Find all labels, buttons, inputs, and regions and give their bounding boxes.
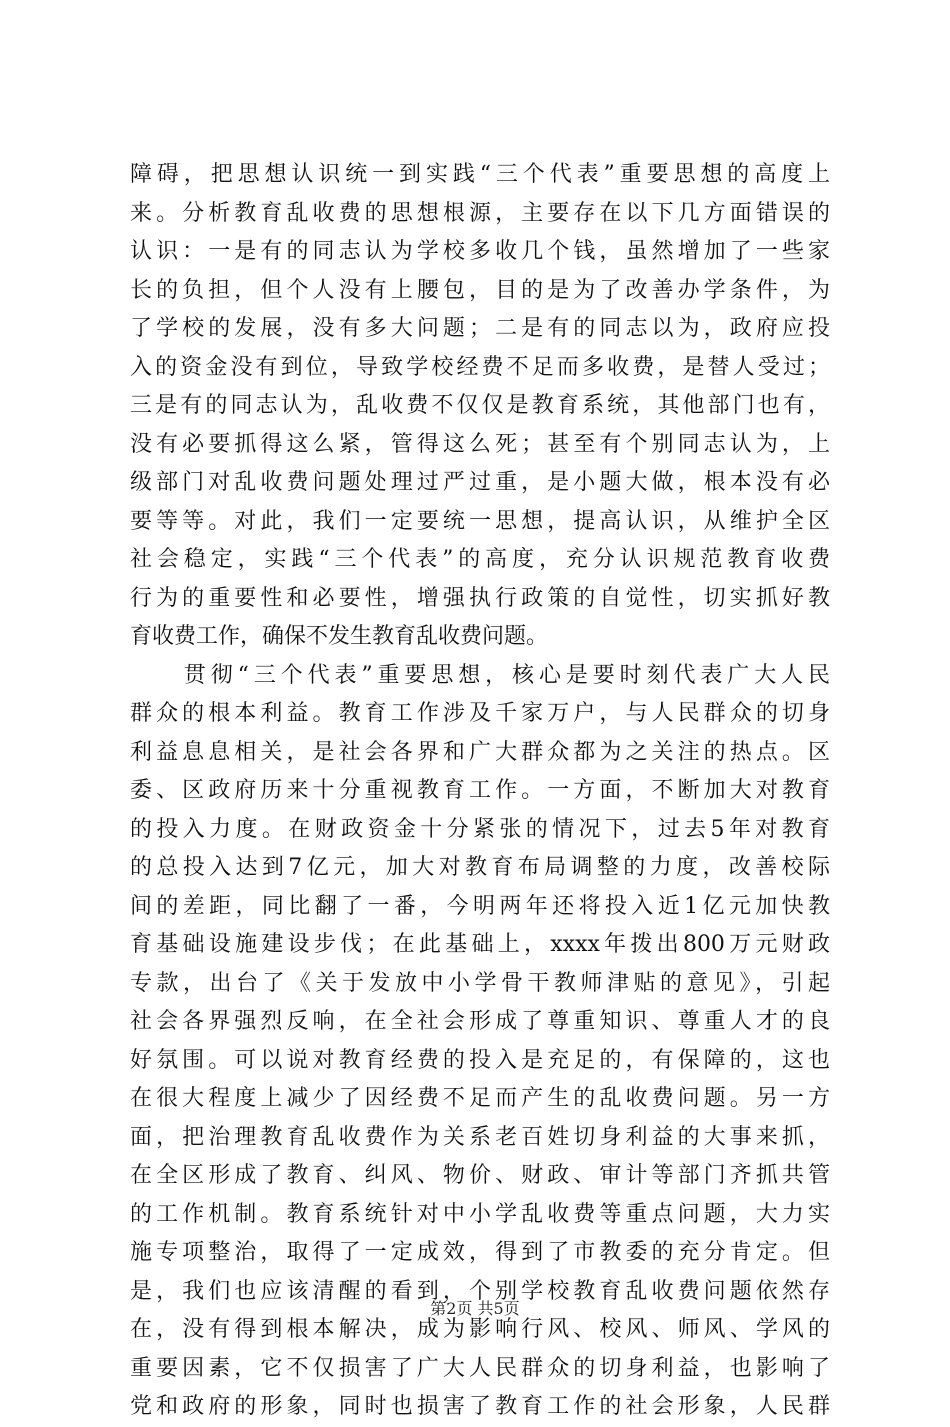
text-line: 在很大程度上减少了因经费不足而产生的乱收费问题。另一方 bbox=[130, 1086, 830, 1111]
text-line: 群众的根本利益。教育工作涉及千家万户，与人民群众的切身 bbox=[130, 701, 830, 726]
text-line: 三是有的同志认为，乱收费不仅仅是教育系统，其他部门也有， bbox=[130, 393, 830, 418]
text-line: 育基础设施建设步伐；在此基础上，xxxx年拨出800万元财政 bbox=[130, 932, 830, 957]
text-line: 在全区形成了教育、纠风、物价、财政、审计等部门齐抓共管 bbox=[130, 1163, 830, 1188]
text-line: 社会各界强烈反响，在全社会形成了尊重知识、尊重人才的良 bbox=[130, 1009, 830, 1034]
page-footer bbox=[0, 1296, 950, 1319]
text-line: 的投入力度。在财政资金十分紧张的情况下，过去5年对教育 bbox=[130, 816, 830, 842]
text-line: 重要因素，它不仅损害了广大人民群众的切身利益，也影响了 bbox=[130, 1355, 830, 1381]
text-line: 利益息息相关，是社会各界和广大群众都为之关注的热点。区 bbox=[130, 739, 830, 765]
text-line: 施专项整治，取得了一定成效，得到了市教委的充分肯定。但 bbox=[130, 1240, 830, 1265]
text-line: 好氛围。可以说对教育经费的投入是充足的，有保障的，这也 bbox=[130, 1047, 830, 1073]
text-line: 级部门对乱收费问题处理过严过重，是小题大做，根本没有必 bbox=[130, 470, 830, 495]
text-line: 了学校的发展，没有多大问题；二是有的同志以为，政府应投 bbox=[130, 316, 830, 341]
text-line: 社会稳定，实践“三个代表”的高度，充分认识规范教育收费 bbox=[130, 547, 830, 572]
text-line: 委、区政府历来十分重视教育工作。一方面，不断加大对教育 bbox=[130, 778, 830, 803]
text-line: 障碍，把思想认识统一到实践“三个代表”重要思想的高度上 bbox=[130, 162, 830, 187]
text-line: 间的差距，同比翻了一番，今明两年还将投入近1亿元加快教 bbox=[130, 893, 830, 919]
text-line: 是，我们也应该清醒的看到，个别学校教育乱收费问题依然存 bbox=[130, 1278, 830, 1304]
text-line: 面，把治理教育乱收费作为关系老百姓切身利益的大事来抓， bbox=[130, 1124, 830, 1150]
text-line: 在，没有得到根本解决，成为影响行风、校风、师风、学风的 bbox=[130, 1317, 830, 1342]
text-line: 要等等。对此，我们一定要统一思想，提高认识，从维护全区 bbox=[130, 508, 830, 534]
text-line: 来。分析教育乱收费的思想根源，主要存在以下几方面错误的 bbox=[130, 200, 830, 226]
text-line: 的工作机制。教育系统针对中小学乱收费等重点问题，大力实 bbox=[130, 1201, 830, 1227]
text-line: 党和政府的形象，同时也损害了教育工作的社会形象，人民群 bbox=[130, 1394, 830, 1419]
text-line: 的总投入达到7亿元，加大对教育布局调整的力度，改善校际 bbox=[130, 855, 830, 880]
text-line: 没有必要抓得这么紧，管得这么死；甚至有个别同志认为，上 bbox=[130, 431, 830, 457]
text-line: 长的负担，但个人没有上腰包，目的是为了改善办学条件，为 bbox=[130, 277, 830, 303]
text-line: 行为的重要性和必要性，增强执行政策的自觉性，切实抓好教 bbox=[130, 585, 830, 611]
text-line: 认识：一是有的同志认为学校多收几个钱，虽然增加了一些家 bbox=[130, 239, 830, 264]
paragraph-start-line: 贯彻“三个代表”重要思想，核心是要时刻代表广大人民 bbox=[130, 662, 830, 688]
paragraph-end-line: 育收费工作，确保不发生教育乱收费问题。 bbox=[130, 624, 549, 649]
body-text bbox=[130, 156, 830, 1427]
page-number-label: 第2页 共5页 bbox=[430, 1299, 520, 1318]
text-line: 入的资金没有到位，导致学校经费不足而多收费，是替人受过； bbox=[130, 354, 830, 380]
text-line: 专款，出台了《关于发放中小学骨干教师津贴的意见》，引起 bbox=[130, 970, 830, 996]
